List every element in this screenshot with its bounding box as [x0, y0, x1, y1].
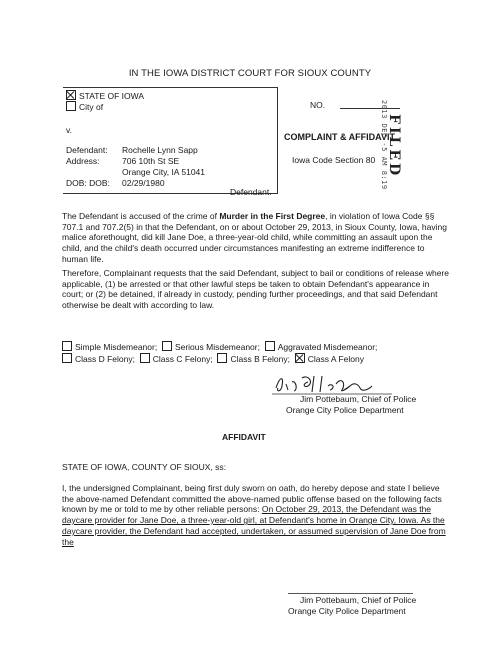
bottom-signature-name: Jim Pottebaum, Chief of Police — [300, 595, 417, 605]
charge-paragraph — [62, 211, 452, 265]
class-b-felony-checkbox[interactable] — [217, 353, 227, 363]
defendant-name: Rochelle Lynn Sapp — [122, 145, 198, 155]
offense-label: Simple Misdemeanor; — [75, 342, 158, 352]
crime-name: Murder in the First Degree — [219, 211, 326, 221]
offense-label: Class D Felony; — [75, 354, 135, 364]
defendant-role: Defendant. — [230, 187, 272, 197]
offense-label: Class B Felony; — [230, 354, 290, 364]
dob-value: 02/29/1980 — [122, 178, 165, 188]
simple-misdemeanor-checkbox[interactable] — [62, 341, 72, 351]
state-of-iowa-row — [66, 90, 144, 101]
city-of-row — [66, 101, 103, 112]
offense-label: Serious Misdemeanor; — [174, 342, 260, 352]
defendant-label: Defendant: — [66, 145, 108, 155]
aggravated-misdemeanor-checkbox[interactable] — [265, 341, 275, 351]
bottom-signature-line — [288, 593, 413, 594]
affidavit-paragraph — [62, 483, 452, 547]
charge-text-b: , in violation of Iowa Code §§ 707.1 and 707.2(5) in that the Defendant, on or about October 29, 2013, in Sioux County, Iowa, having malice aforethought, did kill Jane Doe, a three-year-old child, while committing an assault upon the child, and the child's death occurred under circumstances manifesting an extreme indifference to human life. — [62, 211, 447, 264]
versus-label: v. — [66, 125, 72, 135]
affidavit-heading: AFFIDAVIT — [222, 432, 266, 442]
state-checkbox[interactable] — [66, 90, 76, 100]
offense-label: Aggravated Misdemeanor; — [277, 342, 378, 352]
serious-misdemeanor-checkbox[interactable] — [162, 341, 172, 351]
address-label: Address: — [66, 156, 100, 166]
complainant-signature — [272, 372, 392, 396]
class-a-felony-checkbox[interactable] — [295, 353, 305, 363]
offense-row-2 — [62, 353, 364, 364]
state-label: STATE OF IOWA — [79, 91, 145, 101]
venue: STATE OF IOWA, COUNTY OF SIOUX, ss: — [62, 462, 227, 472]
request-paragraph: Therefore, Complainant requests that the said Defendant, subject to bail or conditions of release where applicable, (1) be arrested or that other lawful steps be taken to obtain Defendant's appearance in court; or (2) be detained, if already in custody, pending further proceedings, and that said Defendant otherwise be dealt with according to law. — [62, 268, 449, 311]
case-number-field[interactable] — [340, 108, 400, 109]
offense-label: Class A Felony — [307, 354, 364, 364]
dob-label: DOB: DOB: — [66, 178, 110, 188]
bottom-signature-department: Orange City Police Department — [288, 606, 406, 616]
complaint-title: COMPLAINT & AFFIDAVIT — [284, 132, 395, 142]
filed-stamp: FILED — [386, 114, 402, 179]
clerk-stamp: 2013 DEC -5 AM 8:19 — [380, 100, 388, 190]
charge-text-a: The Defendant is accused of the crime of — [62, 211, 220, 221]
case-no-label: NO. — [310, 100, 326, 110]
affidavit-facts: On October 29, 2013, the Defendant was the daycare provider for Jane Doe, a three-year-old girl, at Defendant's home in Orange City, Iowa. As the daycare provider, the Defendant had accepted, undertaken, or assumed supervision of Jane Doe from the — [62, 504, 446, 547]
city-label: City of — [79, 102, 104, 112]
class-d-felony-checkbox[interactable] — [62, 353, 72, 363]
affidavit-intro: I, the undersigned Complainant, being first duly sworn on oath, do hereby depose and state I believe the above-named Defendant committed the above-named public offense based on the following facts known by me or told to me by other reliable persons: — [62, 483, 442, 515]
court-title: IN THE IOWA DISTRICT COURT FOR SIOUX COUNTY — [128, 68, 372, 79]
offense-row-1 — [62, 341, 377, 352]
address-line2: Orange City, IA 51041 — [122, 167, 206, 177]
complainant-department: Orange City Police Department — [286, 405, 404, 415]
code-section: Iowa Code Section 80 — [292, 155, 376, 165]
city-checkbox[interactable] — [66, 101, 76, 111]
class-c-felony-checkbox[interactable] — [140, 353, 150, 363]
complainant-name: Jim Pottebaum, Chief of Police — [300, 394, 417, 404]
offense-label: Class C Felony; — [152, 354, 213, 364]
address-line1: 706 10th St SE — [122, 156, 180, 166]
